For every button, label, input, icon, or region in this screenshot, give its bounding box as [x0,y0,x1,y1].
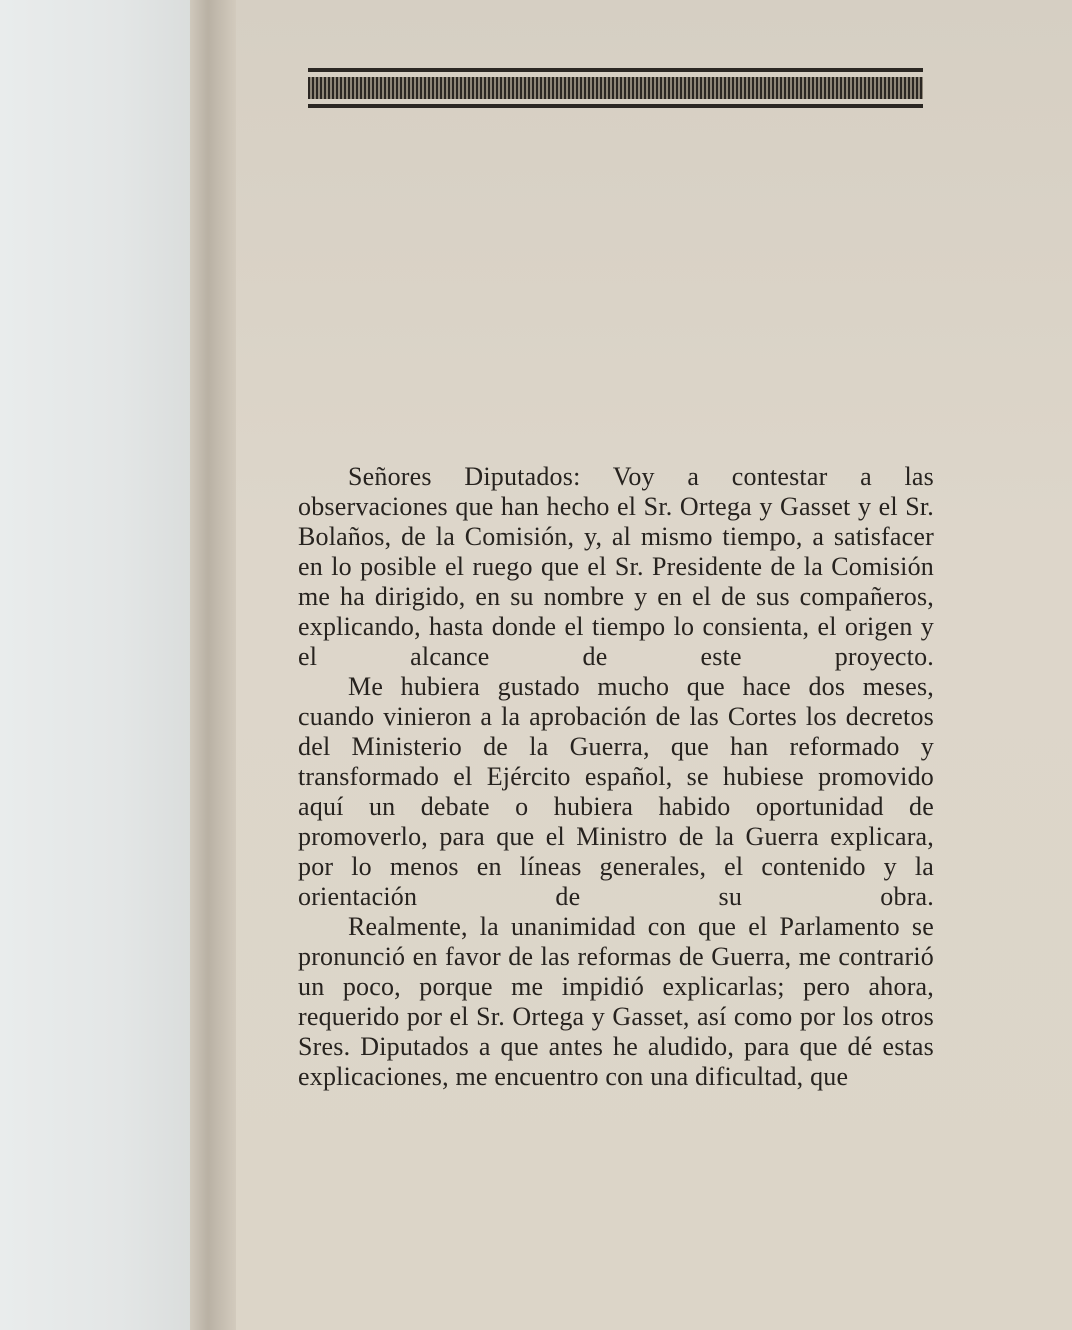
ornament-hatched-band [308,77,923,99]
paragraph-2: Me hubiera gustado mucho que hace dos meses, cuando vinieron a la aprobación de las Cortes los decretos del Ministerio de la Guerra, que han reformado y transformado el Ejército español, se hubiese promovido aquí un debate o hubiera habido oportunidad de promoverlo, para que el Ministro de la Guerra explicara, por lo menos en líneas generales, el contenido y la orientación de su obra. [298,672,934,911]
paragraph-1: Señores Diputados: Voy a contestar a las observaciones que han hecho el Sr. Ortega y Gasset y el Sr. Bolaños, de la Comisión, y, al mismo tiempo, a satisfacer en lo posible el ruego que el Sr. Presidente de la Comisión me ha dirigido, en su nombre y en el de sus compañeros, explicando, hasta donde el tiempo lo consienta, el origen y el alcance de este proyecto. [298,462,934,671]
ornament-bottom-rule [308,104,923,108]
header-ornament [308,68,923,108]
page-body-text [298,462,934,1092]
ornament-top-rule [308,68,923,72]
previous-page [0,0,200,1330]
paragraph-3: Realmente, la unanimidad con que el Parlamento se pronunció en favor de las reformas de Guerra, me contrarió un poco, porque me impidió explicarlas; pero ahora, requerido por el Sr. Ortega y Gasset, así como por los otros Sres. Diputados a que antes he aludido, para que dé estas explicaciones, me encuentro con una dificultad, que [298,912,934,1091]
